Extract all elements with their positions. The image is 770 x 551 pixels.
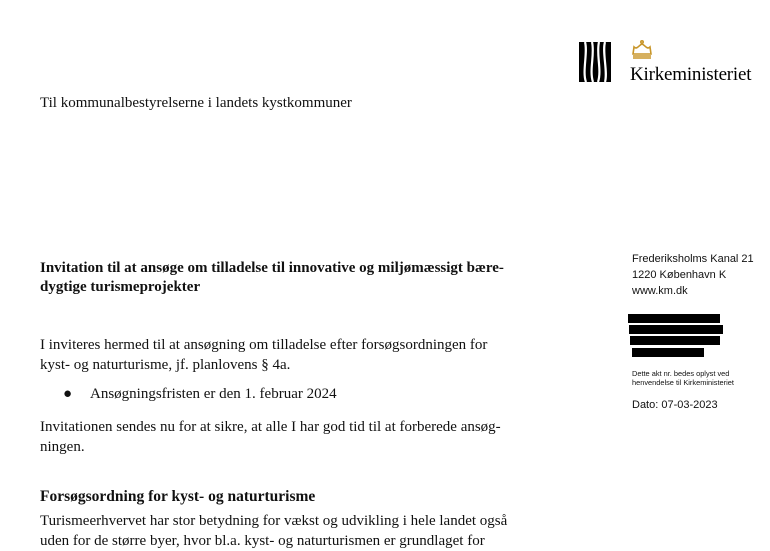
redacted-contact-block xyxy=(632,312,767,360)
letter-date: Dato: 07-03-2023 xyxy=(632,399,718,411)
intro-paragraph xyxy=(40,335,580,375)
redaction-bar xyxy=(632,348,704,357)
title-line: Invitation til at ansøge om tilladelse til innovative og miljømæssigt bære- xyxy=(40,260,504,276)
kirkeministeriet-logo xyxy=(579,40,764,85)
address-line: 1220 København K xyxy=(632,269,727,281)
org-name: Kirkeministeriet xyxy=(630,64,752,85)
letter-title xyxy=(40,259,580,297)
logo-stripes-icon xyxy=(579,42,611,82)
crown-icon xyxy=(631,40,653,60)
section-paragraph xyxy=(40,511,580,551)
paragraph-line: uden for de større byer, hvor bl.a. kyst- og naturturismen er grundlaget for xyxy=(40,533,485,549)
redaction-bar xyxy=(628,314,720,323)
redaction-bar xyxy=(630,336,720,345)
recipient-line: Til kommunalbestyrelserne i landets kystkommuner xyxy=(40,95,352,111)
reference-note-line: Dette akt nr. bedes oplyst ved xyxy=(632,369,730,378)
section-heading: Forsøgsordning for kyst- og naturturisme xyxy=(40,488,316,505)
sender-sidebar xyxy=(632,251,767,411)
paragraph-line: Turismeerhvervet har stor betydning for vækst og udvikling i hele landet også xyxy=(40,513,508,529)
reference-note-line: henvendelse til Kirkeministeriet xyxy=(632,378,734,387)
bullet-icon: ● xyxy=(63,386,73,402)
paragraph-line: kyst- og naturturisme, jf. planlovens § 4a. xyxy=(40,357,291,373)
title-line: dygtige turismeprojekter xyxy=(40,279,201,295)
paragraph-line: I inviteres hermed til at ansøgning om tilladelse efter forsøgsordningen for xyxy=(40,337,488,353)
bullet-text: Ansøgningsfristen er den 1. februar 2024 xyxy=(90,386,337,402)
notice-paragraph xyxy=(40,417,580,457)
paragraph-line: Invitationen sendes nu for at sikre, at alle I har god tid til at forberede ansøg- xyxy=(40,419,501,435)
paragraph-line: ningen. xyxy=(40,439,85,455)
deadline-bullet xyxy=(63,384,337,404)
address-line: Frederiksholms Kanal 21 xyxy=(632,253,754,265)
reference-note xyxy=(632,369,767,387)
redaction-bar xyxy=(629,325,723,334)
website-line: www.km.dk xyxy=(632,285,688,297)
